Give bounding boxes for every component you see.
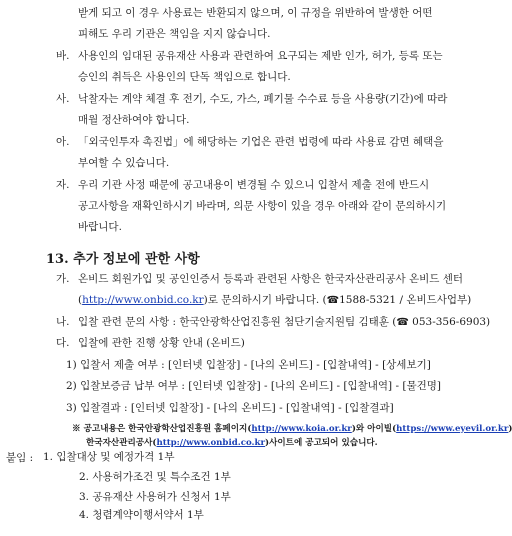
item-marker: 아. bbox=[56, 136, 70, 148]
item-marker: 자. bbox=[56, 179, 70, 191]
item-text: 온비드 회원가입 및 공인인증서 등록과 관련된 사항은 한국자산관리공사 온비드 센터 bbox=[78, 273, 464, 285]
note-bullet: ※ bbox=[72, 424, 81, 434]
item-text: 「외국인투자 촉진법」에 해당하는 기업은 관련 법령에 따라 사용료 감면 혜택을 bbox=[78, 136, 444, 148]
attachments-label: 붙임 : bbox=[6, 452, 34, 464]
koia-link[interactable]: http://www.koia.or.kr bbox=[251, 424, 352, 434]
item-text: 부여할 수 있습니다. bbox=[78, 157, 170, 169]
step-line: 3) 입찰결과 : [인터넷 입찰장] - [나의 온비드] - [입찰내역] - [입찰결과] bbox=[66, 402, 394, 414]
item-text: 낙찰자는 계약 체결 후 전기, 수도, 가스, 폐기물 수수료 등을 사용량(기간)에 따라 bbox=[78, 93, 448, 105]
note-line: 한국자산관리공사(http://www.onbid.co.kr)사이트에 공고되어 있습니다. bbox=[86, 438, 378, 448]
phone-icon: ☎ bbox=[326, 295, 340, 306]
attachment-item: 4. 청렴계약이행서약서 1부 bbox=[79, 509, 204, 521]
item-text: 공고사항을 재확인하시기 바라며, 의문 사항이 있을 경우 아래와 같이 문의하시기 bbox=[78, 200, 447, 212]
eyevil-link[interactable]: https://www.eyevil.or.kr bbox=[396, 424, 509, 434]
item-marker: 가. bbox=[56, 273, 70, 285]
attachment-item: 2. 사용허가조건 및 특수조건 1부 bbox=[79, 471, 231, 483]
step-line: 2) 입찰보증금 납부 여부 : [인터넷 입찰장] - [나의 온비드] - [입찰내역] - [물건명] bbox=[66, 380, 441, 392]
item-text: 우리 기관 사정 때문에 공고내용이 변경될 수 있으니 입찰서 제출 전에 반드시 bbox=[78, 179, 430, 191]
item-marker: 사. bbox=[56, 93, 70, 105]
continuation-line: 받게 되고 이 경우 사용료는 반환되지 않으며, 이 규정을 위반하여 발생한 어떤 bbox=[78, 7, 433, 19]
onbid-link[interactable]: http://www.onbid.co.kr bbox=[156, 438, 265, 448]
item-text: 바랍니다. bbox=[78, 221, 122, 233]
attachment-item: 1. 입찰대상 및 예정가격 1부 bbox=[43, 451, 175, 463]
item-marker: 다. bbox=[56, 337, 70, 349]
contact-line: (http://www.onbid.co.kr)로 문의하시기 바랍니다. (☎1588-5321 / 온비드사업부) bbox=[78, 294, 472, 306]
continuation-line: 피해도 우리 기관은 책임을 지지 않습니다. bbox=[78, 28, 271, 40]
item-text: 사용인의 임대된 공유재산 사용과 관련하여 요구되는 제반 인가, 허가, 등록 또는 bbox=[78, 50, 443, 62]
item-text: 입찰에 관한 진행 상황 안내 (온비드) bbox=[78, 337, 245, 349]
phone-icon: ☎ bbox=[396, 317, 409, 328]
attachment-item: 3. 공유재산 사용허가 신청서 1부 bbox=[79, 491, 231, 503]
item-text: 매월 정산하여야 합니다. bbox=[78, 114, 190, 126]
contact-line: 입찰 관련 문의 사항 : 한국안광학산업진흥원 첨단기술지원팀 김태훈 (☎ 053-356-6903) bbox=[78, 316, 491, 328]
onbid-link[interactable]: http://www.onbid.co.kr bbox=[82, 294, 204, 306]
step-line: 1) 입찰서 제출 여부 : [인터넷 입찰장] - [나의 온비드] - [입찰내역] - [상세보기] bbox=[66, 359, 431, 371]
section-heading: 13. 추가 정보에 관한 사항 bbox=[46, 252, 200, 267]
item-marker: 바. bbox=[56, 50, 70, 62]
note-line: ※ 공고내용은 한국안광학산업진흥원 홈페이지(http://www.koia.or.kr)와 아이빌(https://www.eyevil.or.kr bbox=[72, 424, 509, 434]
item-marker: 나. bbox=[56, 316, 70, 328]
item-text: 승인의 취득은 사용인의 단독 책임으로 합니다. bbox=[78, 71, 291, 83]
